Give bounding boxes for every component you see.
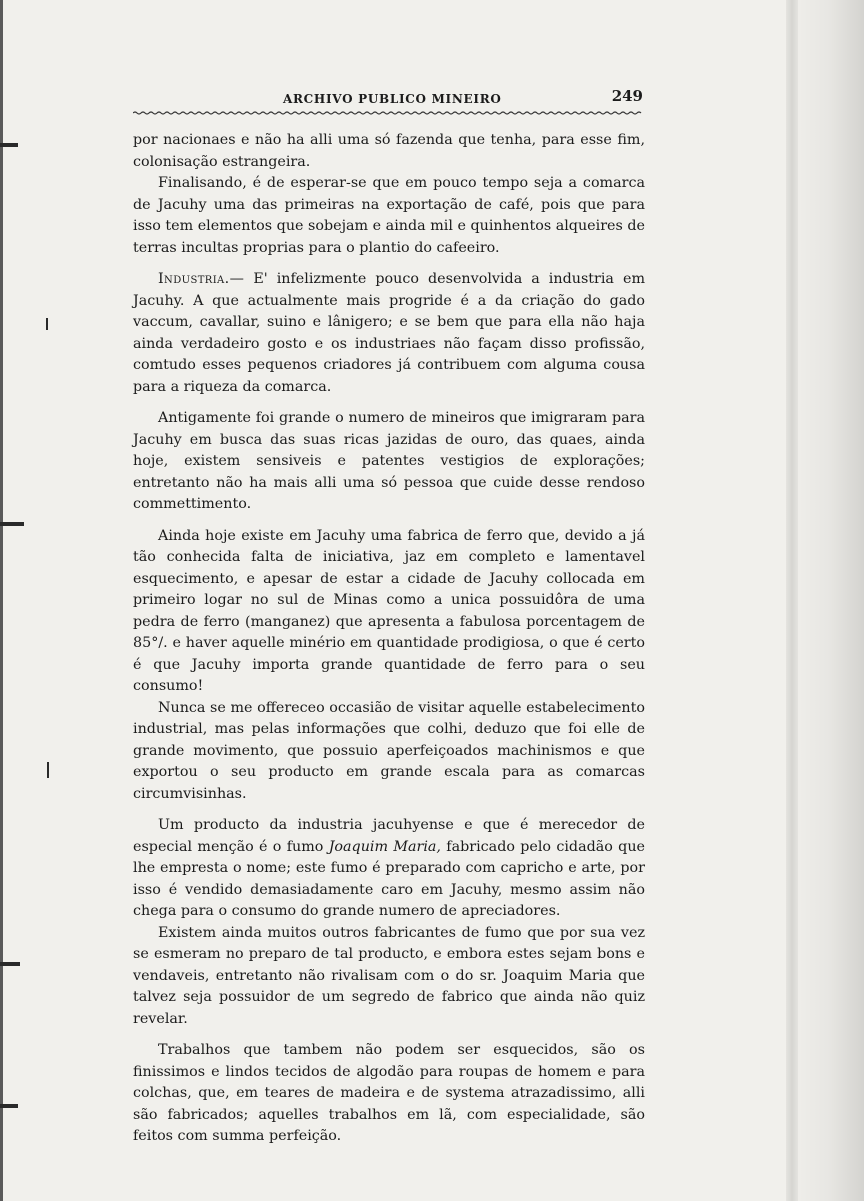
paragraph-fumo <box>133 815 645 923</box>
body-text <box>133 130 645 1148</box>
paragraph: Antigamente foi grande o numero de mineiros que imigraram para Jacuhy em busca das suas ricas jazidas de ouro, das quaes, ainda hoje, existem sensiveis e patentes vestigios de explorações; entretanto não ha mais alli uma só pessoa que cuide desse rendoso commettimento. <box>133 410 645 512</box>
paragraph: Nunca se me offereceo occasião de visitar aquelle estabelecimento industrial, mas pelas informações que colhi, deduzo que foi elle de grande movimento, que possuio aperfeiçoados machinismos e que exportou o seu producto em grande escala para as comarcas circumvisinhas. <box>133 699 645 802</box>
stray-mark <box>47 762 49 778</box>
binding-mark <box>0 1104 18 1108</box>
section-heading: Industria.— <box>158 271 245 287</box>
running-header <box>133 84 643 110</box>
paragraph: Ainda hoje existe em Jacuhy uma fabrica de ferro que, devido a já tão conhecida falta de iniciativa, jaz em completo e lamentavel esquecimento, e apesar de estar a cidade de Jacuhy collocada em primeiro logar no sul de Minas como a unica possuidôra de uma pedra de ferro (manganez) que apresenta a fabulosa porcentagem de 85°/. e haver aquelle minério em quantidade prodigiosa, o que é certo é que Jacuhy importa grande quantidade de ferro para o seu consumo! <box>133 527 645 694</box>
binding-mark <box>0 522 24 526</box>
paragraph: Trabalhos que tambem não podem ser esquecidos, são os finissimos e lindos tecidos de algodão para roupas de homem e para colchas, que, em teares de madeira e de systema atrazadissimo, alli são fabricados; aquelles trabalhos em lã, com especialidade, são feitos com summa perfeição. <box>133 1042 645 1144</box>
header-rule <box>133 110 643 116</box>
paragraph: Existem ainda muitos outros fabricantes de fumo que por sua vez se esmeram no preparo de tal producto, e embora estes sejam bons e vendaveis, entretanto não rivalisam com o do sr. Joaquim Maria que talvez seja possuidor de um segredo de fabrico que ainda não quiz revelar. <box>133 924 645 1027</box>
binding-edge <box>0 0 3 1201</box>
paragraph: por nacionaes e não ha alli uma só fazenda que tenha, para esse fim, colonisação estrangeira. <box>133 132 645 170</box>
paragraph-text: Um producto da industria jacuhyense e que é merecedor de especial menção é o fumo <box>133 817 645 855</box>
paragraph: Finalisando, é de esperar-se que em pouco tempo seja a comarca de Jacuhy uma das primeiras na exportação de café, pois que para isso tem elementos que sobejam e ainda mil e quinhentos alqueires de terras incultas proprias para o plantio do cafeeiro. <box>133 175 645 256</box>
page-edge-strip <box>786 0 798 1201</box>
stray-mark <box>46 318 48 330</box>
paragraph-text: fabricado pelo cidadão que lhe empresta o nome; este fumo é preparado com capricho e arte, por isso é vendido demasiadamente caro em Jacuhy, mesmo assim não chega para o consumo do grande numero de apreciadores. <box>133 838 645 919</box>
binding-mark <box>0 143 18 147</box>
running-title: ARCHIVO PUBLICO MINEIRO <box>283 92 502 106</box>
paragraph-text: E' infelizmente pouco desenvolvida a industria em Jacuhy. A que actualmente mais progride é a da criação do gado vaccum, cavallar, suino e lânigero; e se bem que para ella não haja ainda verdadeiro gosto e os industriaes não façam disso profissão, comtudo esses pequenos criadores já contribuem com alguma cousa para a riqueza da comarca. <box>133 271 645 395</box>
brand-name: Joaquim Maria, <box>328 838 441 855</box>
page-number: 249 <box>611 87 643 105</box>
paragraph-industria <box>133 269 645 398</box>
binding-mark <box>0 962 20 966</box>
